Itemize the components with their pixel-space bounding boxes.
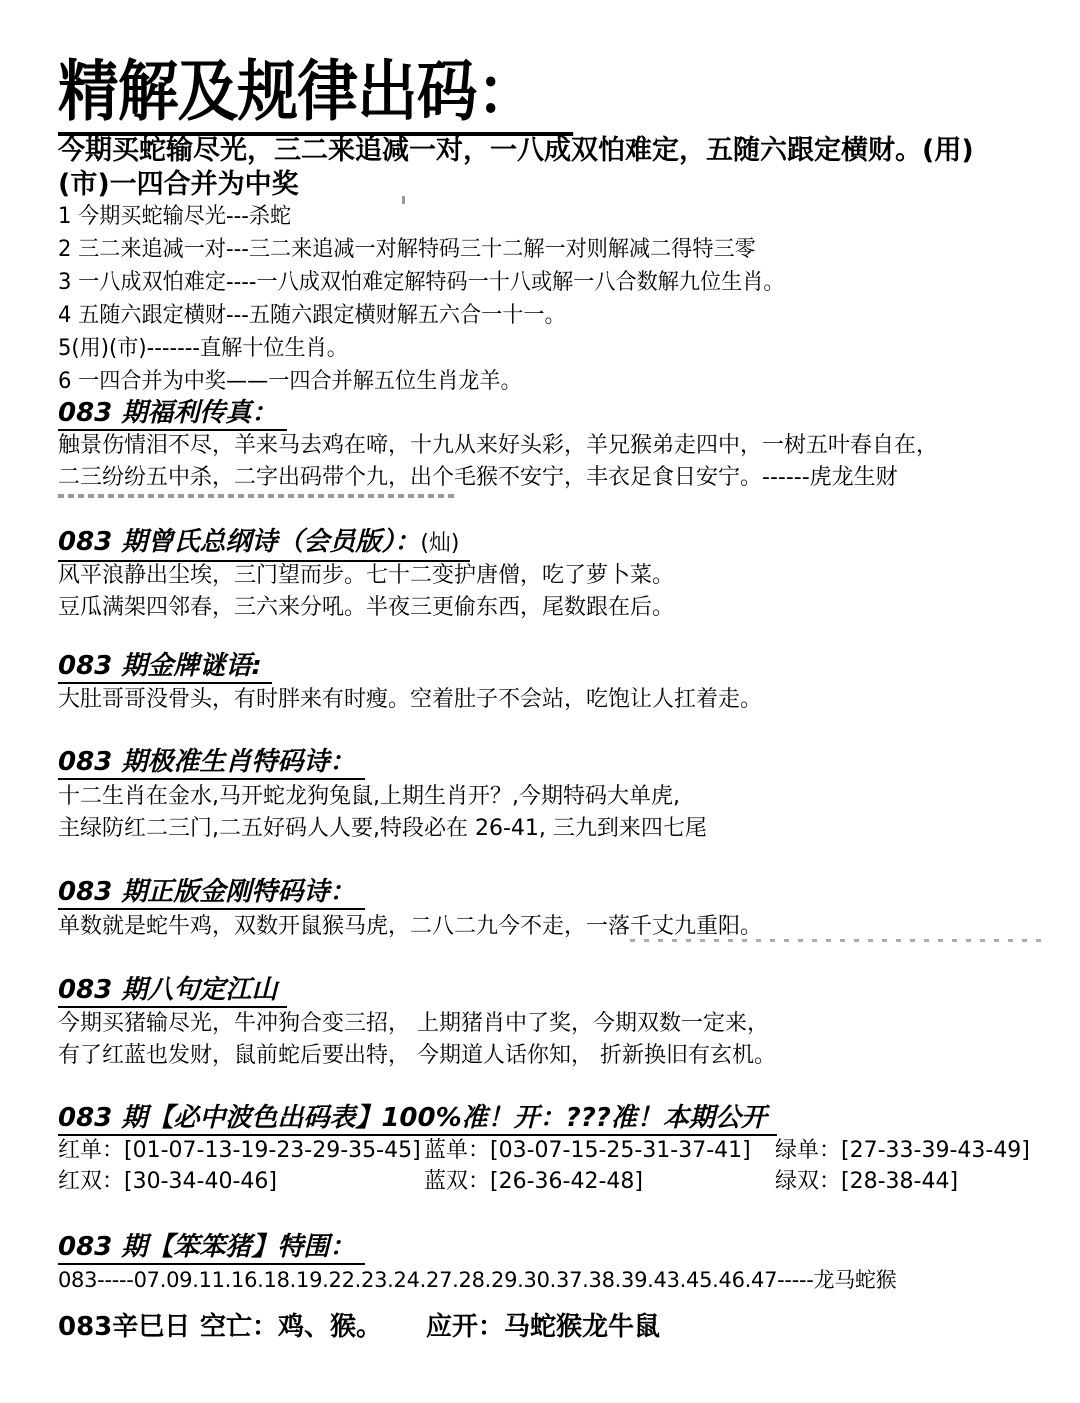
explain-item: 5(用)(市)-------直解十位生肖。 <box>58 336 348 361</box>
red-double: 红双：[30-34-40-46] <box>58 1169 277 1194</box>
zeng-heading-text: 083 期曾氏总纲诗（会员版）： <box>58 527 421 557</box>
wave-row-single <box>58 1136 1038 1166</box>
zeng-tag: (灿) <box>420 531 460 556</box>
footer-yingkai: 应开：马蛇猴龙牛鼠 <box>426 1312 661 1342</box>
page-title: 精解及规律出码： <box>58 52 573 136</box>
section-heading-bajiu: 083 期八句定江山 <box>58 974 287 1008</box>
green-double: 绿双：[28-38-44] <box>775 1169 959 1194</box>
fuli-line: 二三纷纷五中杀，二字出码带个九，出个毛猴不安宁，丰衣足食日安宁。------虎龙生财 <box>58 465 898 490</box>
wave-row-double <box>58 1167 1038 1197</box>
cut-off-text-remnant <box>58 494 458 498</box>
explain-item: 6 一四合并为中奖——一四合并解五位生肖龙羊。 <box>58 369 522 394</box>
explain-item: 2 三二来追减一对---三二来追减一对解特码三十二解一对则解减二得特三零 <box>58 237 756 262</box>
bajiu-line: 今期买猪输尽光，牛冲狗合变三招， 上期猪肖中了奖，今期双数一定来， <box>58 1011 769 1036</box>
section-heading-zeng <box>58 526 470 562</box>
intro-line-1: 今期买蛇输尽光，三二来追减一对，一八成双怕难定，五随六跟定横财。(用) <box>58 135 974 166</box>
jinpai-line: 大肚哥哥没骨头，有时胖来有时瘦。空着肚子不会站，吃饱让人扛着走。 <box>58 687 763 712</box>
green-single: 绿单：[27-33-39-43-49] <box>775 1138 1030 1163</box>
zeng-line: 豆瓜满架四邻春，三六来分吼。半夜三更偷东西，尾数跟在后。 <box>58 595 675 620</box>
fuli-line: 触景伤情泪不尽，羊来马去鸡在啼，十九从来好头彩，羊兄猴弟走四中，一树五叶春自在， <box>58 433 939 458</box>
footer-day: 083辛巳日 <box>58 1312 191 1342</box>
section-heading-tewei: 083 期【笨笨猪】特围： <box>58 1231 365 1265</box>
bajiu-line: 有了红蓝也发财，鼠前蛇后要出特， 今期道人话你知， 折新换旧有玄机。 <box>58 1043 776 1068</box>
explain-item: 4 五随六跟定横财---五随六跟定横财解五六合一十一。 <box>58 303 566 328</box>
footer-kongwang: 空亡：鸡、猴。 <box>200 1312 383 1342</box>
tewei-line: 083-----07.09.11.16.18.19.22.23.24.27.28.29.30.37.38.39.43.45.46.47-----龙马蛇猴 <box>58 1268 897 1292</box>
explain-item: 1 今期买蛇输尽光---杀蛇 <box>58 204 292 229</box>
blue-single: 蓝单：[03-07-15-25-31-37-41] <box>424 1138 751 1163</box>
blue-double: 蓝双：[26-36-42-48] <box>424 1169 643 1194</box>
jizhun-line: 十二生肖在金水,马开蛇龙狗兔鼠,上期生肖开？,今期特码大单虎, <box>58 784 680 809</box>
section-heading-bose: 083 期【必中波色出码表】100%准！开：???准！本期公开 <box>58 1102 777 1136</box>
zeng-line: 风平浪静出尘埃，三门望而步。七十二变护唐僧，吃了萝卜菜。 <box>58 563 675 588</box>
intro-line-2: (市)一四合并为中奖 <box>58 169 299 200</box>
section-heading-fuli: 083 期福利传真： <box>58 397 287 431</box>
stray-mark <box>402 196 405 204</box>
jizhun-line: 主绿防红二三门,二五好码人人要,特段必在 26-41, 三九到来四七尾 <box>58 816 707 841</box>
red-single: 红单：[01-07-13-19-23-29-35-45] <box>58 1138 421 1163</box>
section-heading-jizhun: 083 期极准生肖特码诗： <box>58 746 365 780</box>
explain-item: 3 一八成双怕难定----一八成双怕难定解特码一十八或解一八合数解九位生肖。 <box>58 270 785 295</box>
section-heading-jinpai: 083 期金牌谜语: <box>58 650 272 684</box>
zhengban-line: 单数就是蛇牛鸡，双数开鼠猴马虎，二八二九今不走，一落千丈九重阳。 <box>58 914 763 939</box>
section-heading-zhengban: 083 期正版金刚特码诗： <box>58 876 365 910</box>
cut-off-text-remnant <box>630 939 1050 942</box>
